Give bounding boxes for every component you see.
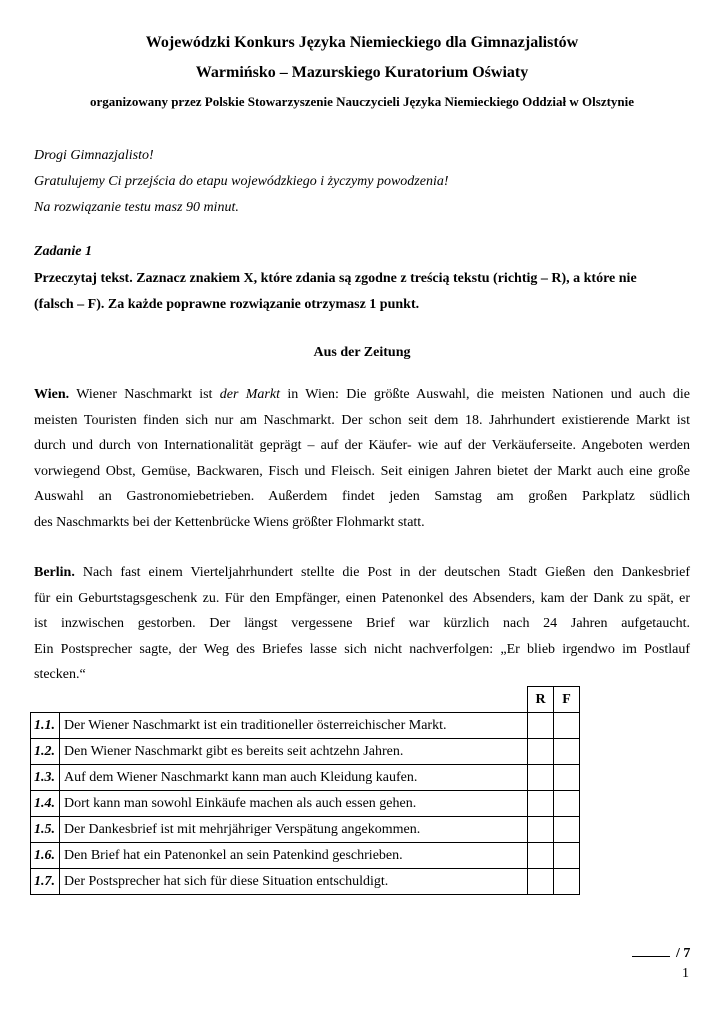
item-statement: Der Postsprecher hat sich für diese Situation entschuldigt. [60,869,528,895]
item-number: 1.5. [31,817,60,843]
table-header-row [31,687,580,713]
paragraph-line: Wien. Wiener Naschmarkt ist der Markt in Wien: Die größte Auswahl, die meisten Nationen und auch die [34,387,690,402]
answer-cell-f[interactable] [554,817,580,843]
article-paragraph-wien [34,382,690,536]
greeting-line-2: Gratulujemy Ci przejścia do etapu wojewódzkiego i życzymy powodzenia! [34,174,449,189]
table-row [31,739,580,765]
article-title: Aus der Zeitung [313,345,411,360]
paragraph-line: ist inzwischen gestorben. Der längst vergessene Brief war kürzlich nach 24 Jahren aufgetaucht. [34,616,690,632]
greeting-block [34,143,449,221]
task-instruction-line-2: (falsch – F). Za każde poprawne rozwiązanie otrzymasz 1 punkt. [34,297,420,312]
item-number: 1.4. [31,791,60,817]
paragraph-line: Ein Postsprecher sagte, der Weg des Briefes lasse sich nicht nachverfolgen: „Er blieb irgendwo im Postlauf [34,641,690,657]
table-row [31,765,580,791]
score-blank[interactable] [632,956,670,957]
column-header-falsch: F [554,687,580,713]
answer-cell-r[interactable] [528,739,554,765]
paragraph-line: Berlin. Nach fast einem Vierteljahrhundert stellte die Post in der deutschen Stadt Gießen den Dankesbrief [34,565,691,580]
page-number: 1 [682,966,689,981]
city-label: Wien. [34,387,70,402]
answer-table [30,686,580,895]
paragraph-line: für ein Geburtstagsgeschenk zu. Für den Empfänger, einen Patenonkel des Absenders, kam der Dank zu spät, er [34,590,690,606]
paragraph-line: meisten Touristen finden sich nur am Naschmarkt. Der schon seit dem 18. Jahrhundert existierende Markt ist [34,412,690,428]
item-statement: Dort kann man sowohl Einkäufe machen als auch essen gehen. [60,791,528,817]
table-row [31,817,580,843]
answer-cell-r[interactable] [528,713,554,739]
paragraph-line: durch und durch von Internationalität geprägt – auf der Käufer- wie auf der Verkäuferseite. Angeboten werden [34,438,690,454]
item-statement: Auf dem Wiener Naschmarkt kann man auch Kleidung kaufen. [60,765,528,791]
city-label: Berlin. [34,565,75,580]
greeting-line-3: Na rozwiązanie testu masz 90 minut. [34,200,239,215]
item-number: 1.6. [31,843,60,869]
answer-cell-f[interactable] [554,791,580,817]
answer-cell-r[interactable] [528,869,554,895]
task-instruction-line-1: Przeczytaj tekst. Zaznacz znakiem X, które zdania są zgodne z treścią tekstu (richtig – R), a które nie [34,271,637,286]
answer-cell-f[interactable] [554,739,580,765]
answer-cell-f[interactable] [554,843,580,869]
answer-cell-f[interactable] [554,765,580,791]
answer-cell-r[interactable] [528,817,554,843]
item-statement: Den Brief hat ein Patenonkel an sein Patenkind geschrieben. [60,843,528,869]
item-statement: Der Dankesbrief ist mit mehrjähriger Verspätung angekommen. [60,817,528,843]
paragraph-line: vorwiegend Obst, Gemüse, Backwaren, Fisch und Fleisch. Seit einigen Jahren bietet der Markt auch eine große [34,463,690,479]
score-box [632,946,690,962]
answer-cell-r[interactable] [528,843,554,869]
item-number: 1.3. [31,765,60,791]
item-statement: Den Wiener Naschmarkt gibt es bereits seit achtzehn Jahren. [60,739,528,765]
item-number: 1.7. [31,869,60,895]
greeting-line-1: Drogi Gimnazjalisto! [34,148,154,163]
article-paragraph-berlin [34,560,690,688]
table-row [31,791,580,817]
answer-cell-r[interactable] [528,791,554,817]
table-row [31,843,580,869]
score-max: / 7 [676,946,691,961]
curatorium-title: Warmińsko – Mazurskiego Kuratorium Oświaty [195,64,529,81]
answer-cell-f[interactable] [554,713,580,739]
column-header-richtig: R [528,687,554,713]
paragraph-line: Auswahl an Gastronomiebetrieben. Außerdem findet jeden Samstag am großen Parkplatz südlich [34,489,690,505]
task-title: Zadanie 1 [34,244,92,259]
table-row [31,713,580,739]
answer-cell-r[interactable] [528,765,554,791]
organizer-line: organizowany przez Polskie Stowarzyszenie Nauczycieli Języka Niemieckiego Oddział w Olsztynie [89,94,635,109]
item-number: 1.2. [31,739,60,765]
contest-title: Wojewódzki Konkurs Języka Niemieckiego dla Gimnazjalistów [145,34,579,51]
paragraph-line: des Naschmarkts bei der Kettenbrücke Wiens größter Flohmarkt statt. [34,514,425,530]
answer-cell-f[interactable] [554,869,580,895]
item-statement: Der Wiener Naschmarkt ist ein traditioneller österreichischer Markt. [60,713,528,739]
paragraph-line: stecken.“ [34,667,86,683]
task-instruction [34,266,694,318]
table-row [31,869,580,895]
item-number: 1.1. [31,713,60,739]
